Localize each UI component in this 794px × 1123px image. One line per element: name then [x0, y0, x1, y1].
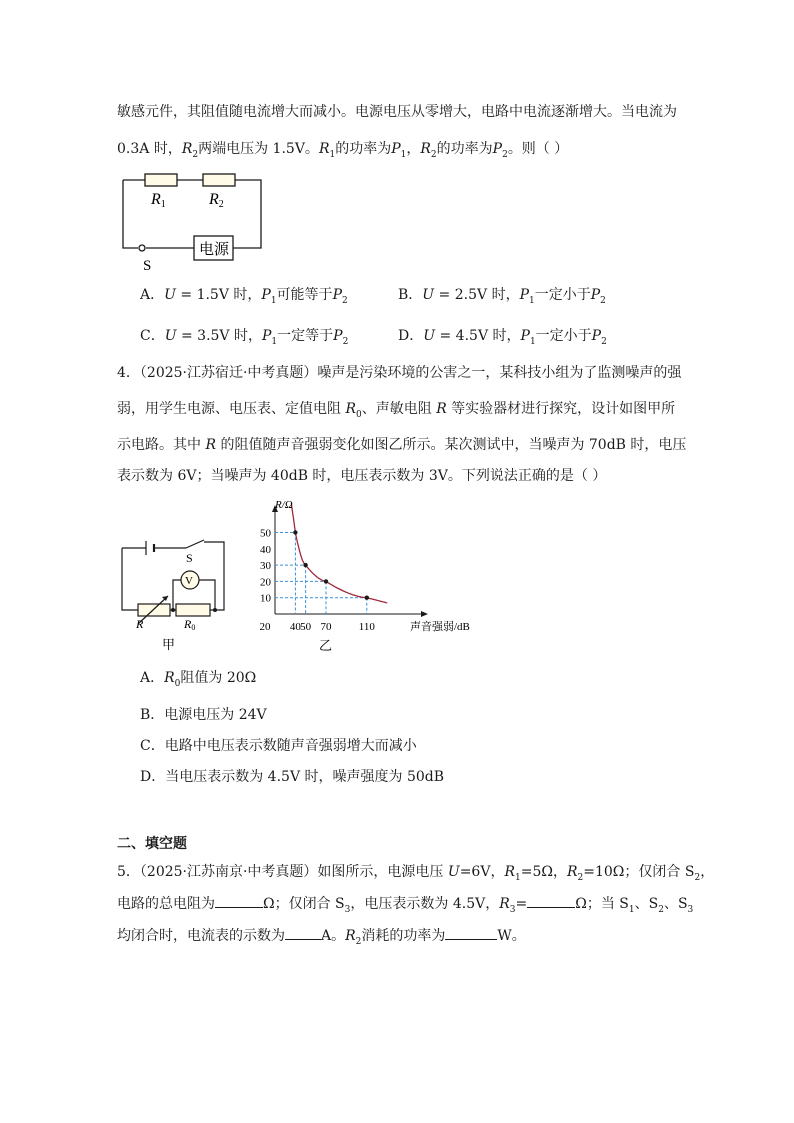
q4-switch-label: S [186, 551, 193, 565]
q5-line-2: 电路的总电阻为 Ω；仅闭合 $S_3$，电压表示数为 4.5V，$R_3= \Omega$；当 $S_1$、$S_2$、$S_3$ [117, 893, 693, 920]
source-label: 电源 [199, 242, 230, 258]
resistor-r2 [203, 174, 235, 186]
y-tick-label-1: 20 [260, 576, 271, 589]
switch-blade [186, 540, 204, 548]
x-axis-arrow [421, 611, 428, 617]
x-tick-label-2: 50 [300, 621, 312, 633]
q4-option-d[interactable]: D．当电压表示数为 4.5V 时，噪声强度为 50dB [140, 769, 445, 785]
x-tick-label-4: 110 [358, 621, 375, 633]
q3-option-c[interactable]: C．U = 3.5V 时，$P_1$一定等于$P_2$ [140, 328, 349, 347]
data-points [293, 530, 369, 600]
q3-stem-line-1: 敏感元件，其阻值随电流增大而减小。电源电压从零增大，电路中电流逐渐增大。当电流为 [117, 104, 677, 120]
switch-label: S [143, 258, 152, 274]
blank-total-resistance[interactable] [215, 893, 263, 908]
y-tick-label-0: 10 [260, 592, 271, 605]
q5-line-1: 5．（2025·江苏南京·中考真题）如图所示，电源电压 U=6V，$R_1=5\Omega$，$R_2=10\Omega$；仅闭合 $S_2$， [117, 864, 715, 883]
q4-resistance-chart [245, 490, 505, 656]
q4-option-c[interactable]: C．电路中电压表示数随声音强弱增大而减小 [140, 738, 417, 754]
q3-option-b[interactable]: B．U = 2.5V 时，$P_1$一定小于$P_2$ [398, 287, 606, 306]
y-tick-label-3: 40 [260, 543, 271, 556]
figure-caption-jia: 甲 [162, 637, 176, 652]
q5-line-3: 均闭合时，电流表的示数为 A。$R_2$消耗的功率为 W。 [117, 925, 526, 952]
data-point-2 [324, 579, 328, 583]
voltmeter-label: V [185, 575, 193, 587]
r1-label: R1 [151, 191, 166, 210]
q4-option-a[interactable]: A．$R_0$阻值为 20Ω [140, 670, 257, 689]
q3-stem-line-2: 0.3A 时，$R_2$两端电压为 1.5V。$R_1$的功率为$P_1$，$R_2$的功率为$P_2$。则（ ） [117, 141, 569, 160]
data-point-3 [365, 596, 369, 600]
blank-ammeter-reading[interactable] [285, 925, 321, 940]
q4-option-b[interactable]: B．电源电压为 24V [140, 707, 267, 723]
q3-circuit-diagram [115, 166, 275, 276]
guide-lines [275, 533, 367, 615]
switch-contact [139, 245, 145, 251]
q4-circuit-diagram [114, 534, 234, 654]
y-tick-labels [260, 528, 272, 605]
data-point-0 [293, 530, 297, 534]
q4-stem-line-2: 弱，用学生电源、电压表、定值电阻 $R_0$、声敏电阻 R 等实验器材进行探究，设计如图甲所 [117, 401, 676, 420]
blank-r3-value[interactable] [527, 893, 575, 908]
q4-stem-line-1: 4．（2025·江苏宿迁·中考真题）噪声是污染环境的公害之一，某科技小组为了监测噪声的强 [117, 365, 682, 381]
y-axis-label: R/Ω [275, 499, 293, 511]
resistor-r1 [145, 174, 177, 186]
x-tick-label-3: 70 [320, 621, 332, 633]
r2-label: R2 [209, 191, 224, 210]
r0-label: R0 [184, 617, 196, 632]
fixed-resistor-r0 [176, 604, 210, 616]
r-label: R [136, 617, 144, 631]
q4-stem-line-4: 表示数为 6V；当噪声为 40dB 时，电压表示数为 3V。下列说法正确的是（ ） [117, 468, 607, 484]
x-tick-labels [260, 621, 376, 633]
q3-option-a[interactable]: A．U = 1.5V 时，$P_1$可能等于$P_2$ [140, 287, 348, 306]
x-tick-label-0: 20 [259, 621, 271, 633]
data-point-1 [303, 563, 307, 567]
sensor-resistor-r [138, 604, 170, 616]
q4-stem-line-3: 示电路。其中 R 的阻值随声音强弱变化如图乙所示。某次测试中，当噪声为 70dB 时，电压 [117, 437, 687, 453]
figure-caption-yi: 乙 [319, 638, 333, 653]
x-tick-label-1: 40 [289, 621, 301, 633]
blank-r2-power[interactable] [445, 925, 497, 940]
x-axis-label: 声音强弱/dB [410, 621, 470, 633]
y-tick-label-4: 50 [260, 527, 271, 540]
section-title-fill-in: 二、填空题 [117, 836, 187, 852]
y-tick-label-2: 30 [260, 560, 271, 573]
q3-option-d[interactable]: D．U = 4.5V 时，$P_1$一定小于$P_2$ [398, 328, 607, 347]
